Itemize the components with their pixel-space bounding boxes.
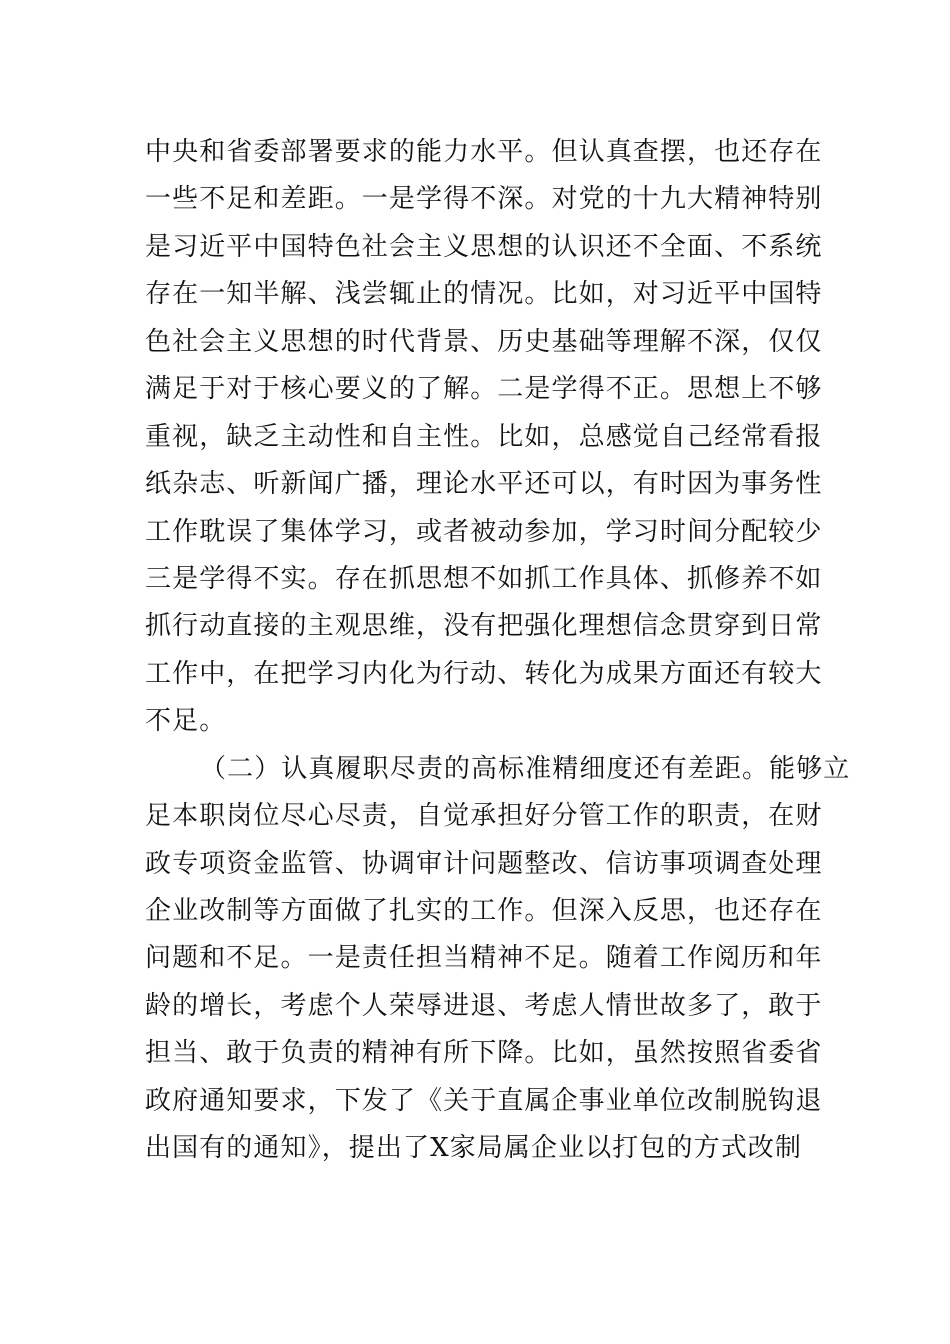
text-line: 是习近平中国特色社会主义思想的认识还不全面、不系统 [145,231,823,262]
text-line: 满足于对于核心要义的了解。二是学得不正。思想上不够 [145,374,823,405]
text-line: 政专项资金监管、协调审计问题整改、信访事项调查处理 [145,848,823,879]
text-line: 足本职岗位尽心尽责，自觉承担好分管工作的职责，在财 [145,801,823,832]
text-line: 工作中，在把学习内化为行动、转化为成果方面还有较大 [145,658,823,689]
text-line: 重视，缺乏主动性和自主性。比如，总感觉自己经常看报 [145,421,823,452]
text-line: 存在一知半解、浅尝辄止的情况。比如，对习近平中国特 [145,279,823,310]
text-line: 出国有的通知》，提出了X家局属企业以打包的方式改制 [145,1133,803,1164]
text-line: 色社会主义思想的时代背景、历史基础等理解不深，仅仅 [145,326,823,357]
text-line: 担当、敢于负责的精神有所下降。比如，虽然按照省委省 [145,1038,823,1069]
text-line: 三是学得不实。存在抓思想不如抓工作具体、抓修养不如 [145,563,823,594]
text-line: 工作耽误了集体学习，或者被动参加，学习时间分配较少 [145,516,823,547]
text-line: 政府通知要求，下发了《关于直属企事业单位改制脱钩退 [145,1085,823,1116]
text-line: 一些不足和差距。一是学得不深。对党的十九大精神特别 [145,184,823,215]
document-body [145,129,851,1173]
text-line: 中央和省委部署要求的能力水平。但认真查摆，也还存在 [145,137,823,167]
text-line: 纸杂志、听新闻广播，理论水平还可以，有时因为事务性 [145,469,823,500]
section-heading-line: （二）认真履职尽责的高标准精细度还有差距。能够立 [200,753,851,784]
text-line: 问题和不足。一是责任担当精神不足。随着工作阅历和年 [145,943,823,974]
text-line: 企业改制等方面做了扎实的工作。但深入反思，也还存在 [145,896,823,926]
text-line: 不足。 [145,706,227,737]
text-line: 抓行动直接的主观思维，没有把强化理想信念贯穿到日常 [145,611,823,642]
text-line: 龄的增长，考虑个人荣辱进退、考虑人情世故多了，敢于 [145,990,823,1021]
